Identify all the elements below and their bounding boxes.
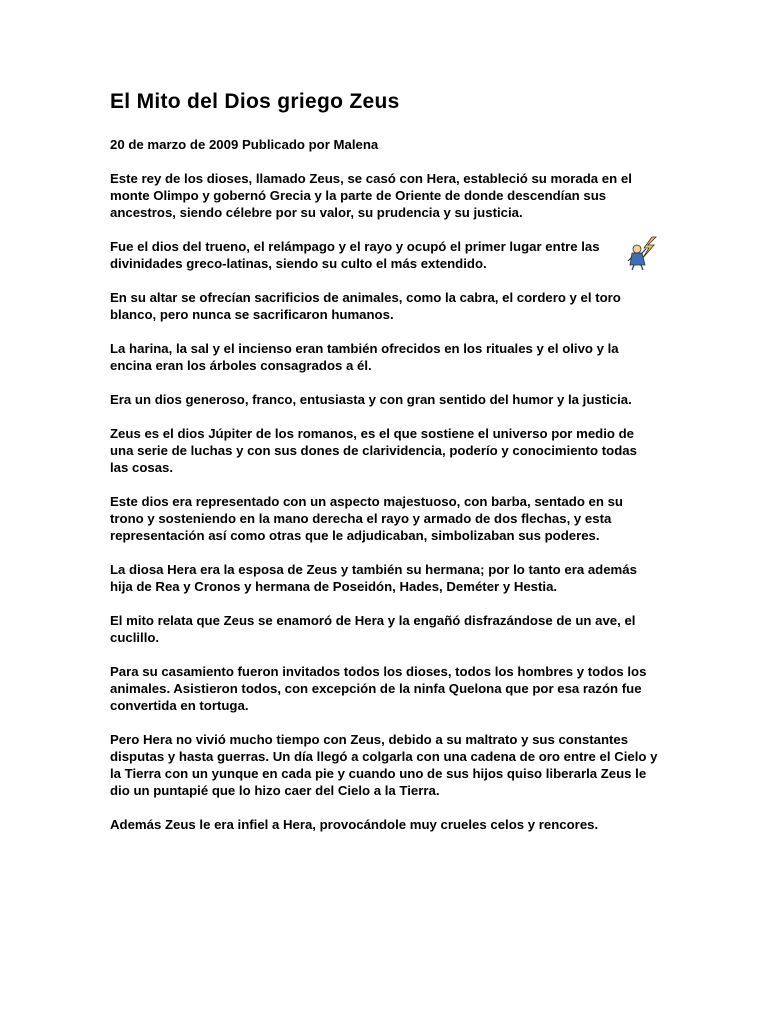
paragraph-2-block bbox=[110, 238, 658, 272]
page-title: El Mito del Dios griego Zeus bbox=[110, 90, 400, 113]
byline: 20 de marzo de 2009 Publicado por Malena bbox=[110, 137, 379, 152]
zeus-lightning-icon bbox=[624, 235, 660, 271]
paragraph-4: La harina, la sal y el incienso eran también ofrecidos en los rituales y el olivo y la encina eran los árboles consagrados a él. bbox=[110, 341, 619, 373]
paragraph-2: Fue el dios del trueno, el relámpago y el rayo y ocupó el primer lugar entre las divinidades greco-latinas, siendo su culto el más extendido. bbox=[110, 239, 600, 271]
paragraph-7: Este dios era representado con un aspecto majestuoso, con barba, sentado en su trono y sosteniendo en la mano derecha el rayo y armado de dos flechas, y esta representación así como otras que le adjudicaban, simbolizaban sus poderes. bbox=[110, 494, 623, 543]
paragraph-3: En su altar se ofrecían sacrificios de animales, como la cabra, el cordero y el toro blanco, pero nunca se sacrificaron humanos. bbox=[110, 290, 621, 322]
paragraph-5: Era un dios generoso, franco, entusiasta y con gran sentido del humor y la justicia. bbox=[110, 392, 632, 407]
paragraph-11: Pero Hera no vivió mucho tiempo con Zeus, debido a su maltrato y sus constantes disputas y hasta guerras. Un día llegó a colgarla con una cadena de oro entre el Cielo y la Tierra con un yunque en cada pie y cuando uno de sus hijos quiso liberarla Zeus le dio un puntapié que lo hizo caer del Cielo a la Tierra. bbox=[110, 732, 658, 798]
paragraph-1: Este rey de los dioses, llamado Zeus, se casó con Hera, estableció su morada en el monte Olimpo y gobernó Grecia y la parte de Oriente de donde descendían sus ancestros, siendo célebre por su valor, su prudencia y su justicia. bbox=[110, 171, 632, 220]
paragraph-8: La diosa Hera era la esposa de Zeus y también su hermana; por lo tanto era además hija de Rea y Cronos y hermana de Poseidón, Hades, Deméter y Hestia. bbox=[110, 562, 637, 594]
paragraph-9: El mito relata que Zeus se enamoró de Hera y la engañó disfrazándose de un ave, el cuclillo. bbox=[110, 613, 636, 645]
paragraph-12: Además Zeus le era infiel a Hera, provocándole muy crueles celos y rencores. bbox=[110, 817, 599, 832]
document-page bbox=[110, 88, 658, 850]
paragraph-10: Para su casamiento fueron invitados todos los dioses, todos los hombres y todos los animales. Asistieron todos, con excepción de la ninfa Quelona que por esa razón fue convertida en tortuga. bbox=[110, 664, 647, 713]
paragraph-6: Zeus es el dios Júpiter de los romanos, es el que sostiene el universo por medio de una serie de luchas y con sus dones de clarividencia, poderío y conocimiento todas las cosas. bbox=[110, 426, 637, 475]
